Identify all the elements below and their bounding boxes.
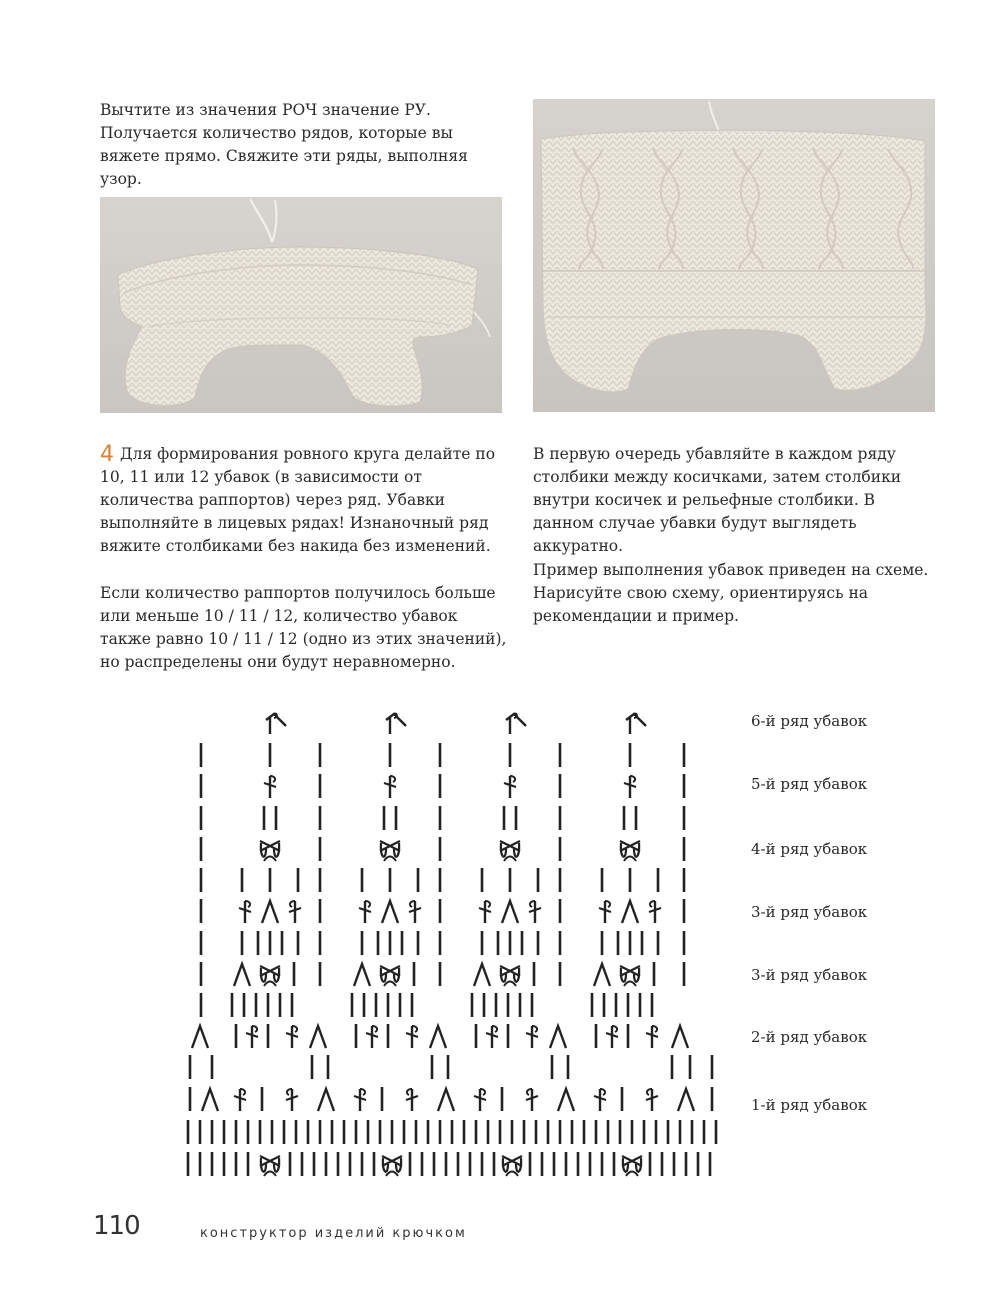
- step-text: Для формирования ровного круга делайте по 10, 11 или 12 убавок (в зависимости от количества раппортов) через ряд. Убавки выполняйте в лицевых рядах! Изнаночный ряд вяжите столбиками без накида без изменений.: [100, 445, 496, 555]
- page-number: 110: [93, 1211, 140, 1241]
- row-label-6: 6-й ряд убавок: [751, 712, 868, 730]
- row-label-1: 1-й ряд убавок: [751, 1096, 868, 1114]
- row-label-3b: 3-й ряд убавок: [751, 966, 868, 984]
- row-label-2: 2-й ряд убавок: [751, 1028, 868, 1046]
- diagram-row-1: [190, 1087, 712, 1111]
- diagram-base-rows: [188, 1120, 716, 1176]
- step-number: 4: [100, 442, 114, 467]
- diagram-repeat-2: [352, 714, 421, 1048]
- row-label-5: 5-й ряд убавок: [751, 775, 868, 793]
- row-label-4: 4-й ряд убавок: [751, 840, 868, 858]
- row-label-3a: 3-й ряд убавок: [751, 903, 868, 921]
- running-title: конструктор изделий крючком: [200, 1226, 467, 1241]
- diagram-repeat-4: [592, 714, 661, 1048]
- right-paragraph-2-text: Пример выполнения убавок приведен на схеме. Нарисуйте свою схему, ориентируясь на рекомендации и пример.: [533, 561, 929, 625]
- right-paragraph-1-text: В первую очередь убавляйте в каждом ряду столбики между косичками, затем столбики внутри косичек и рельефные столбики. В данном случае убавки будут выглядеть аккуратно.: [533, 445, 902, 555]
- intro-text: Вычтите из значения РОЧ значение РУ. Получается количество рядов, которые вы вяжете прямо. Свяжите эти ряды, выполняя узор.: [100, 101, 468, 188]
- left-paragraph-2-text: Если количество раппортов получилось больше или меньше 10 / 11 / 12, количество убавок также равно 10 / 11 / 12 (одно из этих значений), но распределены они будут неравномерно.: [100, 584, 507, 671]
- diagram-repeat-1: [232, 714, 301, 1048]
- diagram-repeat-3: [472, 714, 541, 1048]
